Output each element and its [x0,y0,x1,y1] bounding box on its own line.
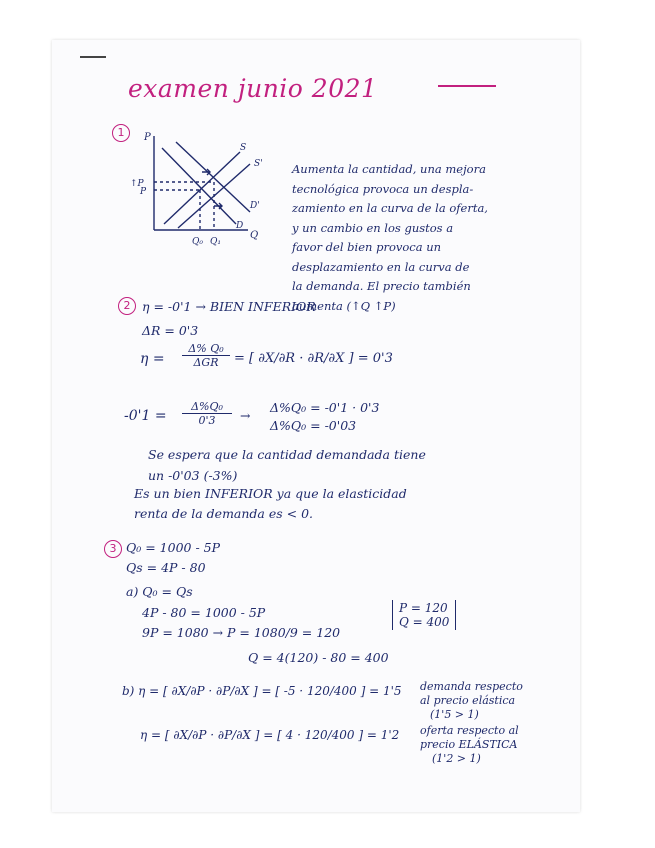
q2-eq-left: η = [140,351,165,367]
q1-line-7: la demanda. El precio también [292,279,471,293]
q3-b2-note-3: (1'2 > 1) [432,752,481,765]
q3-a-line3: 9P = 1080 → P = 1080/9 = 120 [142,625,341,640]
margin-mark [80,56,106,58]
q2-result-1: Δ%Q₀ = -0'1 · 0'3 [270,400,380,415]
q1-line-5: favor del bien provoca un [292,240,442,254]
q3-b-supply: η = [ ∂X/∂P · ∂P/∂X ] = [ 4 · 120/400 ] = 1'2 [140,728,400,742]
q1-line-2: tecnológica provoca un despla- [292,181,474,196]
q3-eq-price: P = 120 [399,601,448,615]
demand-label: D [236,221,244,231]
q2-frac-den: ΔGR [193,356,219,369]
question-number-1: 1 [112,124,130,142]
axis-q-label: Q [250,230,259,241]
title-underline [438,85,496,87]
supply-demand-graph [118,128,290,250]
q3-a-line2: 4P - 80 = 1000 - 5P [142,605,266,620]
q3-b-demand-note [420,680,523,722]
q0-label: Q₀ [192,237,203,247]
p1-label: ↑P [130,179,144,189]
q2-income-change: ΔR = 0'3 [142,323,199,338]
question-number-2: 2 [118,297,136,315]
q3-b2-note-1: oferta respecto al [420,724,519,737]
q2-text-1: Se espera que la cantidad demandada tiene [148,447,426,462]
q2-text-2: un -0'03 (-3%) [148,468,238,483]
q2-arrow: → [240,408,251,423]
q3-b2-note-2: precio ELÁSTICA [420,738,518,751]
q3-eq-quantity: Q = 400 [399,615,450,629]
q3-equilibrium-box [392,600,456,630]
q2-text-4: renta de la demanda es < 0. [134,506,314,521]
question-number-3: 3 [104,540,122,558]
page-title: examen junio 2021 [128,74,378,103]
q3-supply: Qs = 4P - 80 [126,560,206,575]
q3-b1-note-1: demanda respecto [420,680,523,693]
q1-line-4: y un cambio en los gustos a [292,220,454,235]
q2-eq2-left: -0'1 = [124,408,167,424]
q3-b-supply-note [420,724,519,766]
supply-shift-label: S' [254,159,263,169]
q1-line-6: desplazamiento en la curva de [292,259,470,274]
q3-demand: Q₀ = 1000 - 5P [126,540,221,555]
q2-frac-num: Δ% Q₀ [182,342,230,356]
shift-arrow-2 [214,203,222,209]
q2-fraction-2 [182,400,232,427]
q2-text-3: Es un bien INFERIOR ya que la elasticidad [134,486,407,501]
q3-b1-note-3: (1'5 > 1) [430,708,479,721]
demand-shift-label: D' [250,201,260,211]
q1-line-1: Aumenta la cantidad, una mejora [292,162,486,176]
supply-curve [164,152,240,224]
supply-label: S [240,143,247,153]
q3-b1-note-2: al precio elástica [420,694,516,707]
axis-p-label: P [144,132,151,143]
q3-a-eq: a) Q₀ = Qs [126,584,193,599]
q2-eq-right: = [ ∂X/∂R · ∂R/∂X ] = 0'3 [234,351,393,366]
q3-b-demand: b) η = [ ∂X/∂P · ∂P/∂X ] = [ -5 · 120/400 ] = 1'5 [122,684,402,698]
q2-frac2-den: 0'3 [198,414,216,427]
q2-result-2: Δ%Q₀ = -0'03 [270,418,357,433]
q1-label: Q₁ [210,237,221,247]
q1-line-8: aumenta (↑Q ↑P) [292,298,396,313]
q1-line-3: zamiento en la curva de la oferta, [292,201,488,215]
p0-label: P [140,187,147,197]
q2-income-elasticity: η = -0'1 → BIEN INFERIOR [142,299,316,314]
q2-frac2-num: Δ%Q₀ [182,400,232,414]
q3-a-line4: Q = 4(120) - 80 = 400 [248,650,389,665]
q2-fraction [182,342,230,369]
